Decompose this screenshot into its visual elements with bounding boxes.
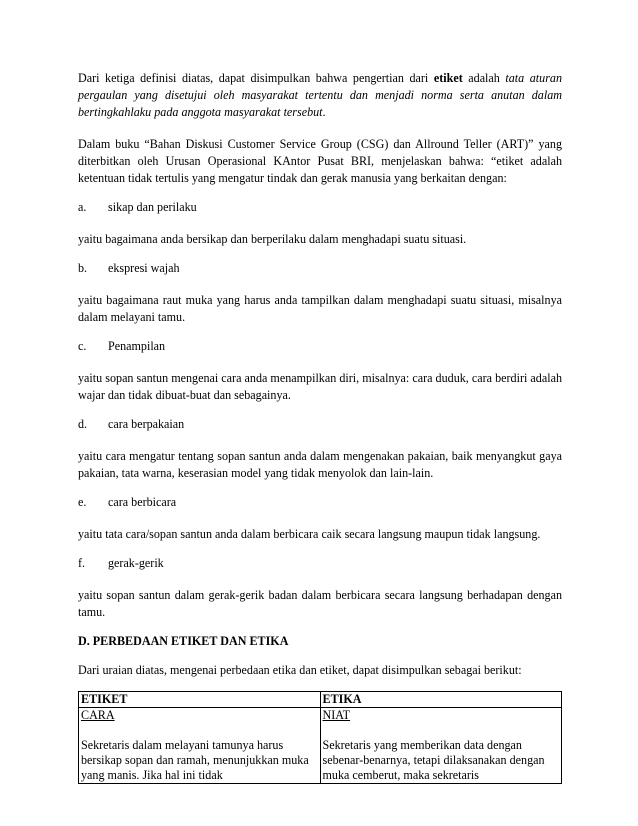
conclusion-text-start: Dari ketiga definisi diatas, dapat disimpulkan bahwa pengertian dari	[78, 71, 434, 85]
list-item-a	[78, 199, 562, 216]
list-item-d	[78, 416, 562, 433]
table-text-etika: Sekretaris yang memberikan data dengan sebenar-benarnya, tetapi dilaksanakan dengan muka cemberut, maka sekretaris	[322, 738, 545, 782]
list-item-description: yaitu sopan santun mengenai cara anda menampilkan diri, misalnya: cara duduk, cara berdiri adalah wajar dan tidak dibuat-buat dan sebagainya.	[78, 371, 562, 402]
table-cell-etiket	[79, 708, 321, 784]
list-item-description: yaitu tata cara/sopan santun anda dalam berbicara caik secara langsung maupun tidak langsung.	[78, 527, 541, 541]
table-header-etika: ETIKA	[320, 692, 562, 708]
list-item-c	[78, 338, 562, 355]
paragraph-book-reference: Dalam buku “Bahan Diskusi Customer Service Group (CSG) dan Allround Teller (ART)” yang diterbitkan oleh Urusan Operasional KAntor Pusat BRI, menjelaskan bahwa: “etiket adalah ketentuan tidak tertulis yang mengatur tindak dan gerak manusia yang berkaitan dengan:	[78, 137, 562, 185]
table-cell-etika	[320, 708, 562, 784]
list-item-e	[78, 494, 562, 511]
list-item-title: sikap dan perilaku	[108, 200, 197, 214]
table-header-row	[79, 692, 562, 708]
conclusion-text-end: .	[322, 105, 326, 119]
document-page	[78, 70, 562, 784]
table-subheading-niat: NIAT	[322, 708, 351, 722]
list-item-title: gerak-gerik	[108, 556, 164, 570]
list-item-title: cara berpakaian	[108, 417, 185, 431]
list-item-title: Penampilan	[108, 339, 166, 353]
paragraph-conclusion	[78, 70, 562, 121]
conclusion-text-mid: adalah	[462, 71, 506, 85]
table-row	[79, 708, 562, 784]
list-item-f	[78, 555, 562, 572]
list-item-label: f.	[78, 556, 86, 570]
list-item-label: a.	[78, 200, 87, 214]
table-subheading-cara: CARA	[81, 708, 115, 722]
table-text-etiket: Sekretaris dalam melayani tamunya harus bersikap sopan dan ramah, menunjukkan muka yang manis. Jika hal ini tidak	[81, 738, 309, 782]
list-item-description: yaitu cara mengatur tentang sopan santun anda dalam mengenakan pakaian, baik menyangkut gaya pakaian, tata warna, keserasian model yang tidak menyolok dan lain-lain.	[78, 449, 562, 480]
list-item-title: cara berbicara	[108, 495, 177, 509]
etiket-bold-term: etiket	[433, 71, 463, 85]
section-heading: D. PERBEDAAN ETIKET DAN ETIKA	[78, 634, 289, 648]
list-item-label: b.	[78, 261, 88, 275]
list-item-title: ekspresi wajah	[108, 261, 180, 275]
list-item-label: d.	[78, 417, 88, 431]
etiket-definition-italic: tata aturan pergaulan yang disetujui oleh masyarakat tertentu dan menjadi norma serta anutan dalam bertingkahlaku pada anggota masyarakat tersebut	[78, 71, 563, 119]
list-item-b	[78, 260, 562, 277]
table-header-etiket: ETIKET	[79, 692, 321, 708]
comparison-table	[78, 691, 562, 784]
list-item-label: c.	[78, 339, 87, 353]
list-item-description: yaitu sopan santun dalam gerak-gerik badan dalam berbicara secara langsung berhadapan dengan tamu.	[78, 588, 562, 619]
list-item-description: yaitu bagaimana anda bersikap dan berperilaku dalam menghadapi suatu situasi.	[78, 232, 467, 246]
list-item-description: yaitu bagaimana raut muka yang harus anda tampilkan dalam menghadapi suatu situasi, misalnya dalam melayani tamu.	[78, 293, 562, 324]
section-intro: Dari uraian diatas, mengenai perbedaan etika dan etiket, dapat disimpulkan sebagai berikut:	[78, 663, 522, 677]
list-item-label: e.	[78, 495, 87, 509]
